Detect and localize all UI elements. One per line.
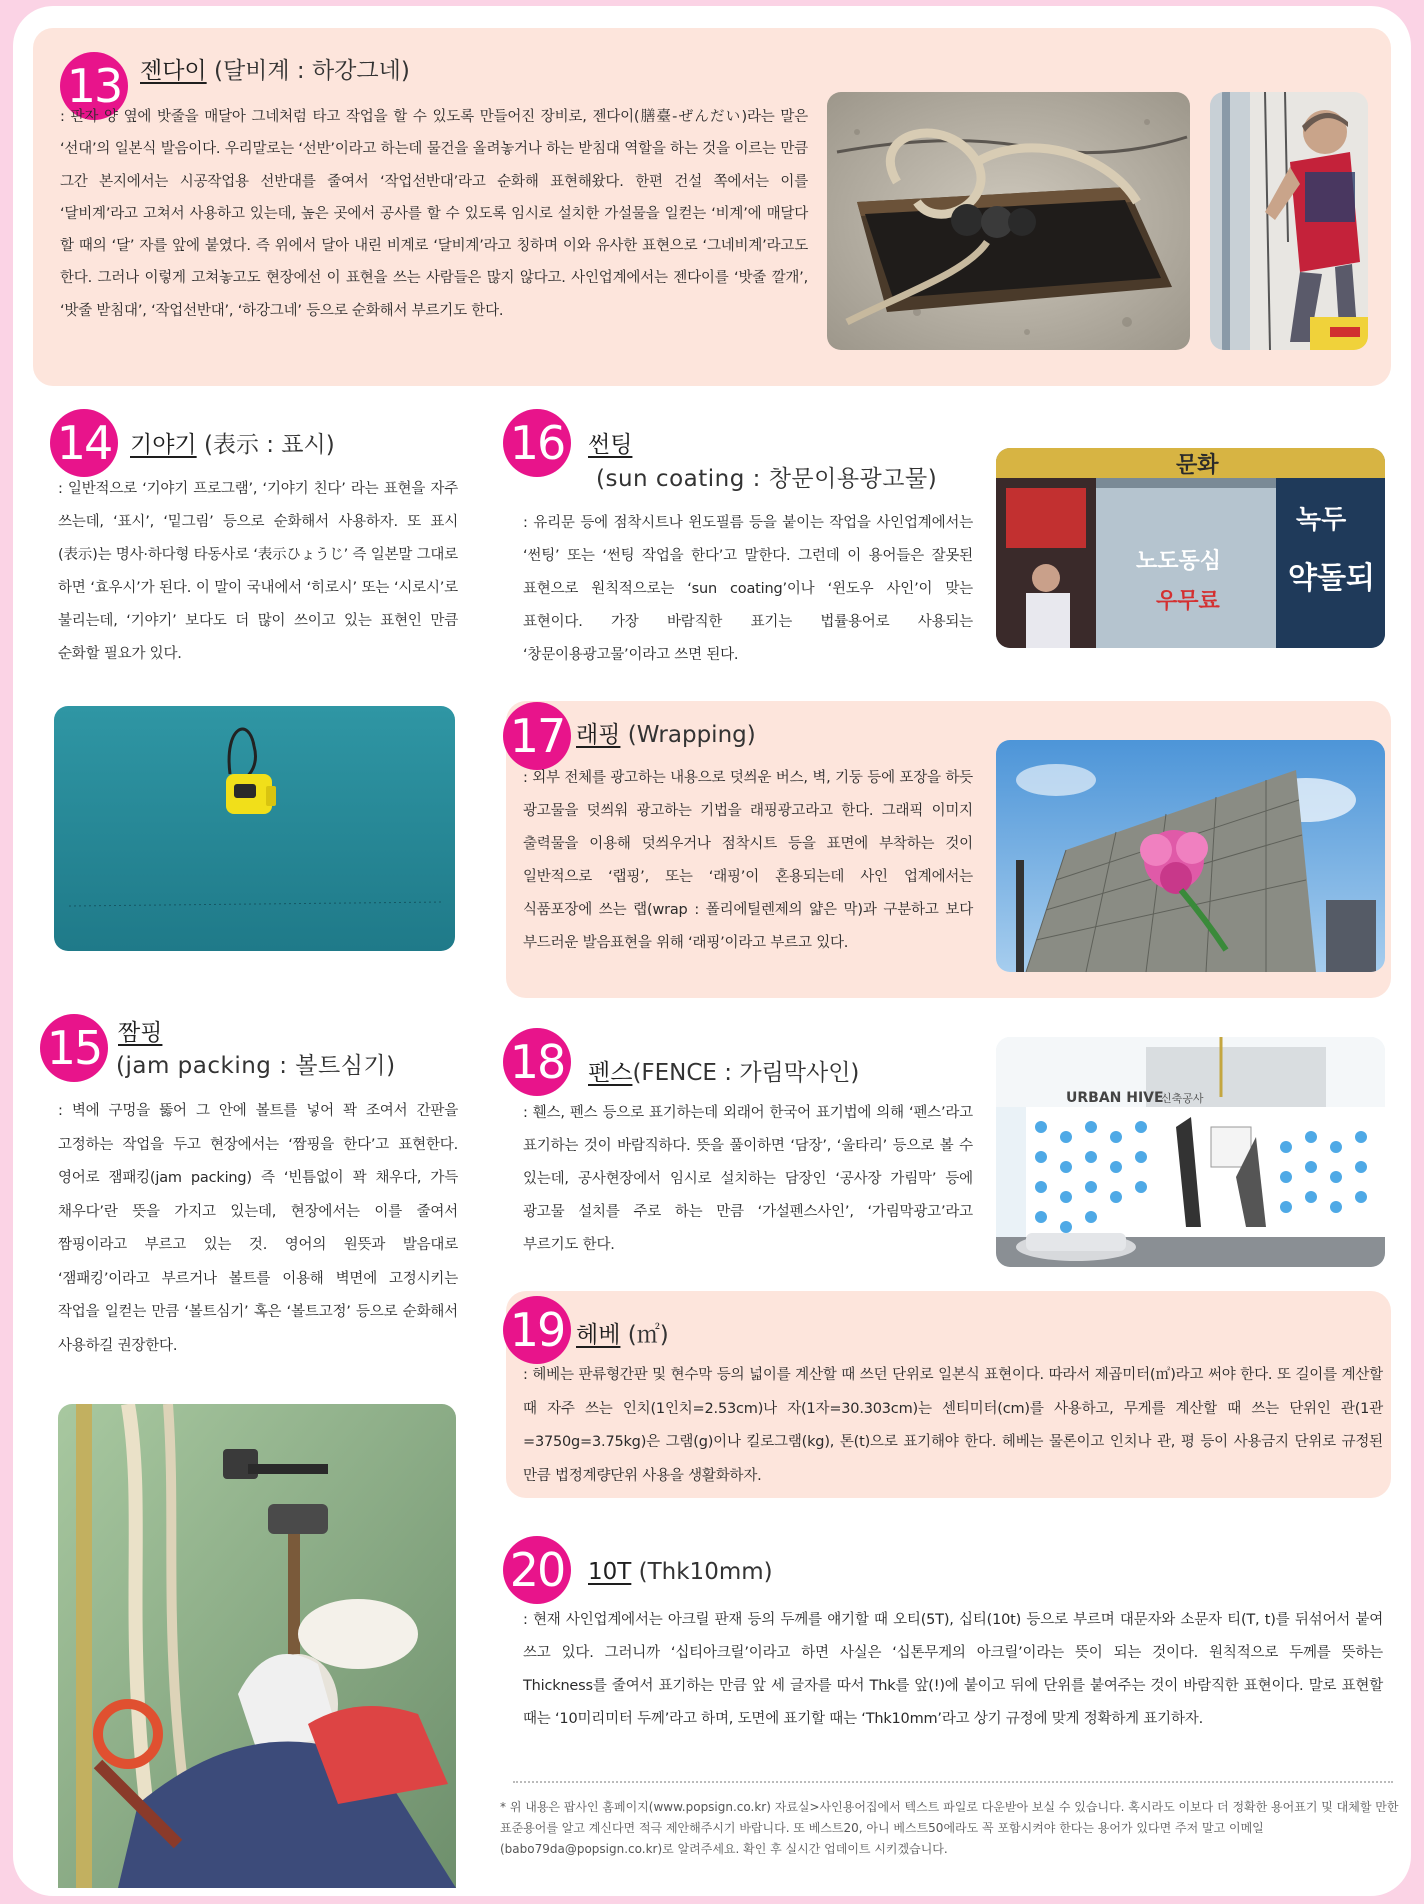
sign-right2-text: 약돌되 <box>1288 561 1375 596</box>
keyword-19: 헤베 <box>576 1322 621 1348</box>
page <box>13 6 1411 1896</box>
number-badge-18: 18 <box>503 1028 571 1096</box>
body-18: : 휀스, 펜스 등으로 표기하는데 외래어 한국어 표기법에 의해 ‘펜스’라고 표기하는 것이 바람직하다. 뜻을 풀이하면 ‘담장’, ‘울타리’ 등으로 볼 수 있는데, 공사현장에서 임시로 설치하는 담장인 ‘공사장 가림막’ 등에 광고물 설치를 주로 하는 만큼 ‘가설펜스사인’, ‘가림막광고’라고 부르기도 한다. <box>523 1105 973 1253</box>
window-coating-photo <box>996 448 1385 648</box>
body-13: : 판자 양 옆에 밧줄을 매달아 그네처럼 타고 작업을 할 수 있도록 만들어진 장비로, 젠다이(膳臺-ぜんだい)라는 말은 ‘선대’의 일본식 발음이다. 우리말로는 ‘선반’이라고 하는데 물건을 올려놓거나 하는 받침대 역할을 하는 것을 이르는 만큼 그간 본지에서는 시공작업용 선반대를 줄여서 ‘작업선반대’라고 순화해 표현해왔다. 한편 건설 쪽에서는 이를 ‘달비계’라고 고쳐서 사용하고 있는데, 높은 곳에서 공사를 할 수 있도록 임시로 설치한 가설물을 일컫는 ‘비계’에 매달다 할 때의 ‘달’ 자를 앞에 붙였다. 즉 위에서 달아 내린 비계로 ‘달비계’라고 칭하며 이와 유사한 표현으로 ‘그네비계’라고도 한다. 그러나 이렇게 고쳐놓고도 현장에선 이 표현을 쓰는 사람들은 많지 않다고. 사인업계에서는 젠다이를 ‘밧줄 깔개’, ‘밧줄 받침대’, ‘작업선반대’, ‘하강그네’ 등으로 순화해서 부르기도 한다. <box>60 109 808 319</box>
subtitle-16: (sun coating : 창문이용광고물) <box>596 466 938 492</box>
fence-sign-text2: 신축공사 <box>1161 1092 1204 1105</box>
rope-worker-photo <box>58 1404 456 1888</box>
number-badge-15: 15 <box>40 1014 108 1082</box>
wrapped-building-photo <box>996 740 1385 972</box>
number-badge-13: 13 <box>60 52 128 120</box>
keyword-16: 썬팅 <box>588 432 633 458</box>
subtitle-17: (Wrapping) <box>620 722 756 748</box>
keyword-17: 래핑 <box>576 722 621 748</box>
title-19 <box>576 1316 669 1349</box>
number-badge-20: 20 <box>503 1536 571 1604</box>
title-17 <box>576 716 756 749</box>
work-platform-photo <box>827 92 1190 350</box>
number-badge-16: 16 <box>503 409 571 477</box>
subtitle-19: (㎡) <box>620 1322 669 1348</box>
keyword-13: 젠다이 <box>140 58 207 84</box>
worker-on-wall-photo <box>1210 92 1368 350</box>
number-badge-17: 17 <box>503 702 571 770</box>
subtitle-13: (달비계 : 하강그네) <box>206 58 410 84</box>
body-14: : 일반적으로 ‘기야기 프로그램’, ‘기야기 친다’ 라는 표현을 자주 쓰는데, ‘표시’, ‘밑그림’ 등으로 순화해서 사용하자. 또 표시(表示)는 명사·하다형 타동사로 ‘表示ひょうじ’ 즉 일본말 그대로 하면 ‘효우시’가 된다. 이 말이 국내에서 ‘히로시’ 또는 ‘시로시’로 불리는데, ‘기야기’ 보다도 더 많이 쓰이고 있는 표현인 만큼 순화할 필요가 있다. <box>58 481 458 662</box>
sign-mid-text: 노도동심 <box>1136 549 1222 574</box>
subtitle-14: (表示 : 표시) <box>196 432 335 458</box>
title-15 <box>118 1014 168 1047</box>
sign-right-text: 녹두 <box>1296 505 1347 535</box>
title-13 <box>140 52 410 85</box>
title-14 <box>130 426 335 459</box>
sign-top-text: 문화 <box>1176 453 1219 478</box>
body-17: : 외부 전체를 광고하는 내용으로 덧씌운 버스, 벽, 기둥 등에 포장을 하듯 광고물을 덧씌워 광고하는 기법을 래핑광고라고 한다. 그래픽 이미지 출력물을 이용해 덧씌우거나 점착시트 등을 표면에 부착하는 것이 일반적으로 ‘랩핑’, 또는 ‘래핑’이 혼용되는데 사인 업계에서는 식품포장에 쓰는 랩(wrap : 폴리에틸렌제의 얇은 막)과 구분하고 보다 부드러운 발음표현을 위해 ‘래핑’이라고 부르고 있다. <box>523 770 973 951</box>
tape-measure-photo <box>54 706 455 951</box>
subtitle-15: (jam packing : 볼트심기) <box>116 1053 396 1079</box>
body-16: : 유리문 등에 점착시트나 윈도필름 등을 붙이는 작업을 사인업계에서는 ‘썬팅’ 또는 ‘썬팅 작업을 한다’고 말한다. 그런데 이 용어들은 잘못된 표현으로 원칙적으로는 ‘sun coating’이나 ‘윈도우 사인’이 맞는 표현이다. 가장 바람직한 표기는 법률용어로 사용되는 ‘창문이용광고물’이라고 쓰면 된다. <box>523 515 973 663</box>
footnote: * 위 내용은 팝사인 홈페이지(www.popsign.co.kr) 자료실>사인용어집에서 텍스트 파일로 다운받아 보실 수 있습니다. 혹시라도 이보다 더 정확한 용어표기 및 대체할 만한 표준용어를 알고 계신다면 적극 제안해주시기 바랍니다. 또 베스트20, 아니 베스트50에라도 꼭 포함시켜야 한다는 용어가 있다면 주저 말고 이메일(babo79da@popsign.co.kr)로 알려주세요. 확인 후 실시간 업데이트 시키겠습니다. <box>500 1800 1399 1856</box>
title-20 <box>588 1559 773 1585</box>
title-16 <box>588 426 642 459</box>
keyword-20: 10T <box>588 1559 632 1585</box>
number-badge-19: 19 <box>503 1296 571 1364</box>
body-15: : 벽에 구멍을 뚫어 그 안에 볼트를 넣어 꽉 조여서 간판을 고정하는 작업을 두고 현장에서는 ‘짬핑을 한다’고 표현한다. 영어로 잼패킹(jam packing) 즉 ‘빈틈없이 꽉 채우다, 가득 채우다’란 뜻을 가지고 있는데, 현장에서는 이를 줄여서 짬핑이라고 부르고 있는 것. 영어의 원뜻과 발음대로 ‘잼패킹’이라고 부르거나 볼트를 이용해 벽면에 고정시키는 작업을 일컫는 만큼 ‘볼트심기’ 혹은 ‘볼트고정’ 등으로 순화해서 사용하길 권장한다. <box>58 1103 458 1354</box>
fence-sign-text: URBAN HIVE <box>1066 1090 1164 1106</box>
keyword-15: 짬핑 <box>118 1020 163 1046</box>
keyword-18: 펜스 <box>588 1060 633 1086</box>
body-19: : 헤베는 판류형간판 및 현수막 등의 넓이를 계산할 때 쓰던 단위로 일본식 표현이다. 따라서 제곱미터(㎡)라고 써야 한다. 또 길이를 계산할 때 자주 쓰는 인치(1인치=2.53cm)나 자(1자=30.303cm)는 센티미터(cm)를 사용하고, 무게를 계산할 때 쓰는 단위인 관(1관=3750g=3.75kg)은 그램(g)이나 킬로그램(kg), 톤(t)으로 표기해야 한다. 헤베는 물론이고 인치나 관, 평 등이 사용금지 단위로 규정된 만큼 법정계량단위 사용을 생활화하자. <box>523 1367 1383 1484</box>
fence-sign-photo <box>996 1037 1385 1267</box>
number-badge-14: 14 <box>50 409 118 477</box>
footnote-divider <box>513 1781 1393 1783</box>
subtitle-20: (Thk10mm) <box>631 1559 773 1585</box>
subtitle-18: (FENCE : 가림막사인) <box>632 1060 860 1086</box>
keyword-14: 기야기 <box>130 432 197 458</box>
sign-red-text: 우무료 <box>1156 589 1220 614</box>
body-20: : 현재 사인업계에서는 아크릴 판재 등의 두께를 얘기할 때 오티(5T), 십티(10t) 등으로 부르며 대문자와 소문자 티(T, t)를 뒤섞어서 붙여 쓰고 있다. 그러니까 ‘십티아크릴’이라고 하면 사실은 ‘십톤무게의 아크릴’이라는 뜻이 되는 것이다. 원칙적으로 두께를 뜻하는 Thickness를 줄여서 표기하는 만큼 앞 세 글자를 따서 Thk를 앞(!)에 붙이고 뒤에 단위를 붙여주는 것이 바람직한 표현이다. 말로 표현할 때는 ‘10미리미터 두께’라고 하며, 도면에 표기할 때는 ‘Thk10mm’라고 상기 규정에 맞게 정확하게 표기하자. <box>523 1612 1383 1727</box>
title-18 <box>588 1054 859 1087</box>
